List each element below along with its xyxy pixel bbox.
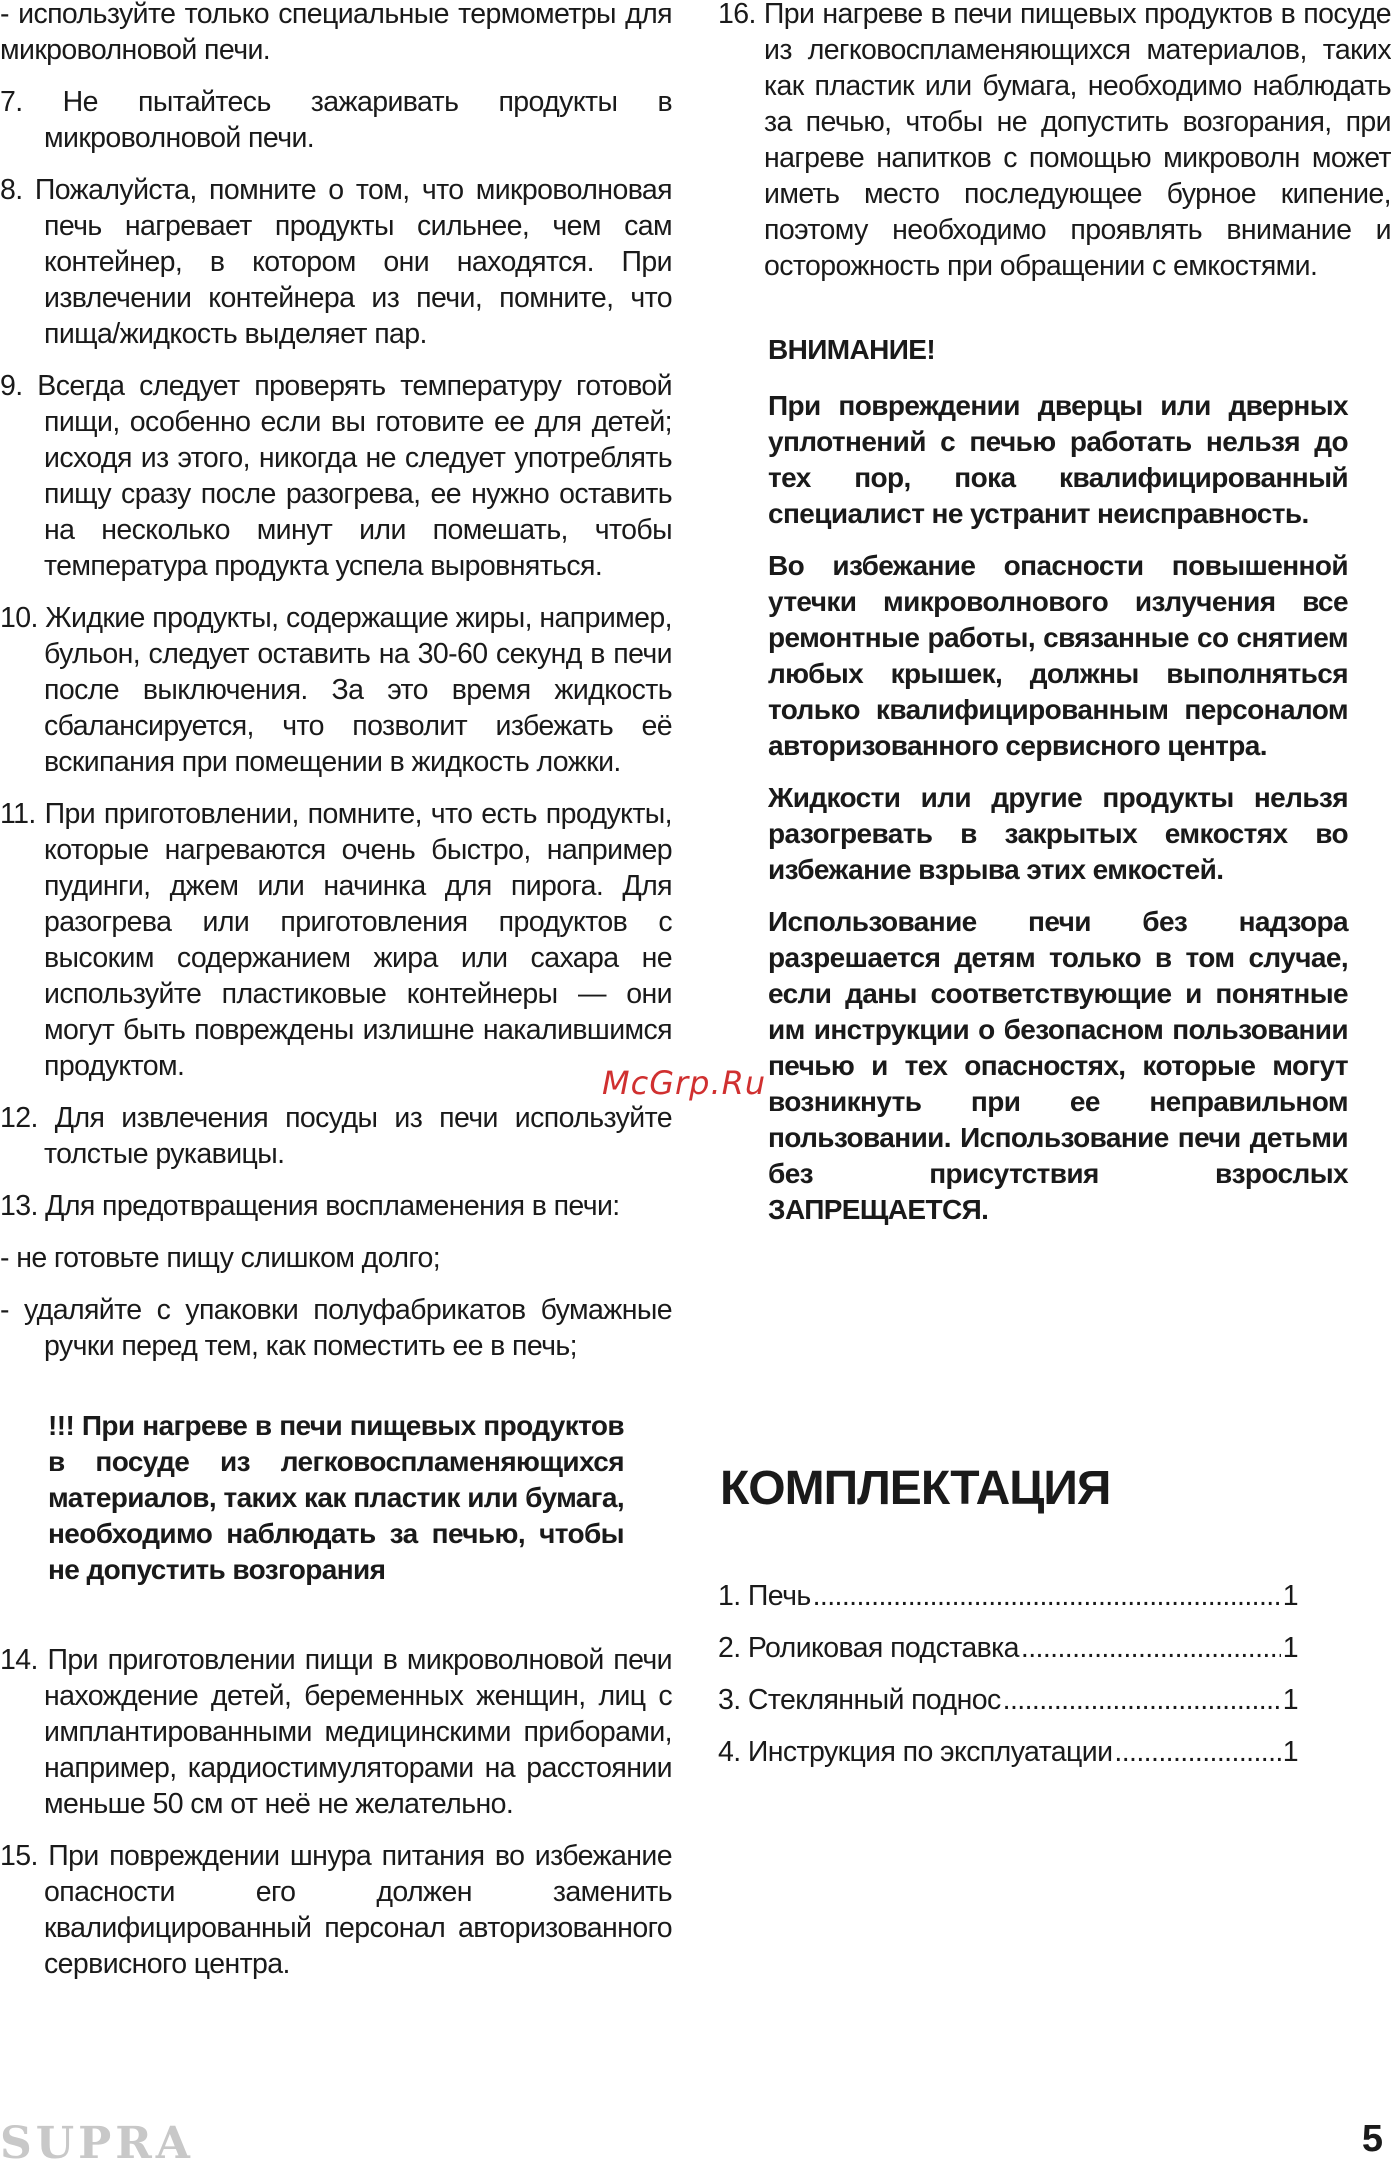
package-row: [718, 1578, 1298, 1614]
package-row-qty: 1: [1282, 1632, 1298, 1664]
list-item-14: 14. При приготовлении пищи в микроволновой печи нахождение детей, беременных женщин, лиц с имплантированными медицинскими приборами, например, кардиостимуляторами на расстоянии меньше 50 см от неё не желательно.: [0, 1644, 672, 1820]
page-number: 5: [1361, 2118, 1383, 2160]
leader-dots: [813, 1578, 1281, 1614]
package-row-qty: 1: [1282, 1580, 1298, 1612]
watermark: McGrp.Ru: [602, 1064, 767, 1102]
leader-dots: [1114, 1734, 1280, 1770]
list-item-8: 8. Пожалуйста, помните о том, что микроволновая печь нагревает продукты сильнее, чем сам контейнер, в котором они находятся. При извлечении контейнера из печи, помните, что пища/жидкость выделяет пар.: [0, 174, 672, 350]
attention-block: [768, 332, 1348, 1228]
package-row: [718, 1630, 1298, 1666]
warning-box: [48, 1408, 624, 1588]
list-item-7: 7. Не пытайтесь зажаривать продукты в микроволновой печи.: [0, 86, 672, 154]
package-row-label: 3. Стеклянный поднос: [718, 1684, 1001, 1716]
list-item-15: 15. При повреждении шнура питания во избежание опасности его должен заменить квалифицированный персонал авторизованного сервисного центра.: [0, 1840, 672, 1980]
leader-dots: [1021, 1630, 1281, 1666]
package-contents: [718, 1460, 1298, 1786]
warning-text: !!! При нагреве в печи пищевых продуктов в посуде из легковоспламеняющихся материалов, таких как пластик или бумага, необходимо наблюдать за печью, чтобы не допустить возгорания: [48, 1410, 624, 1585]
package-row: [718, 1682, 1298, 1718]
list-item-9: 9. Всегда следует проверять температуру готовой пищи, особенно если вы готовите ее для детей; исходя из этого, никогда не следует употреблять пищу сразу после разогрева, ее нужно оставить на несколько минут или помешать, чтобы температура продукта успела выровняться.: [0, 370, 672, 582]
brand-logo: SUPRA: [0, 2118, 194, 2169]
package-row-qty: 1: [1282, 1736, 1298, 1768]
leader-dots: [1003, 1682, 1281, 1718]
package-row: [718, 1734, 1298, 1770]
package-row-label: 1. Печь: [718, 1580, 811, 1612]
dash-item: - удаляйте с упаковки полуфабрикатов бумажные ручки перед тем, как поместить ее в печь;: [0, 1294, 672, 1362]
attention-paragraph: Жидкости или другие продукты нельзя разогревать в закрытых емкостях во избежание взрыва этих емкостей.: [768, 782, 1348, 885]
list-item-10: 10. Жидкие продукты, содержащие жиры, например, бульон, следует оставить на 30-60 секунд в печи после выключения. За это время жидкость сбалансируется, что позволит избежать её вскипания при помещении в жидкость ложки.: [0, 602, 672, 778]
list-item-12: 12. Для извлечения посуды из печи используйте толстые рукавицы.: [0, 1102, 672, 1170]
package-row-qty: 1: [1282, 1684, 1298, 1716]
list-item-11: 11. При приготовлении, помните, что есть продукты, которые нагреваются очень быстро, например пудинги, джем или начинка для пирога. Для разогрева или приготовления продуктов с высоким содержанием жира или сахара не используйте пластиковые контейнеры — они могут быть повреждены излишне накалившимся продуктом.: [0, 798, 672, 1082]
attention-paragraph: При повреждении дверцы или дверных уплотнений с печью работать нельзя до тех пор, пока квалифицированный специалист не устранит неисправность.: [768, 390, 1348, 529]
list-item-16: 16. При нагреве в печи пищевых продуктов в посуде из легковоспламеняющихся материалов, таких как пластик или бумага, необходимо наблюдать за печью, чтобы не допустить возгорания, при нагреве напитков с помощью микроволн может иметь место последующее бурное кипение, поэтому необходимо проявлять внимание и осторожность при обращении с емкостями.: [718, 0, 1391, 282]
package-row-label: 2. Роликовая подставка: [718, 1632, 1019, 1664]
attention-paragraph: Использование печи без надзора разрешается детям только в том случае, если даны соответствующие и понятные им инструкции о безопасном пользовании печью и тех опасностях, которые могут возникнуть при ее неправильном пользовании. Использование печи детьми без присутствия взрослых ЗАПРЕЩАЕТСЯ.: [768, 906, 1348, 1225]
right-column: [718, 0, 1391, 1244]
attention-title: ВНИМАНИЕ!: [768, 334, 936, 365]
package-contents-title: КОМПЛЕКТАЦИЯ: [720, 1462, 1111, 1515]
dash-item: - не готовьте пищу слишком долго;: [0, 1242, 441, 1274]
attention-paragraph: Во избежание опасности повышенной утечки микроволнового излучения все ремонтные работы, связанные со снятием любых крышек, должны выполняться только квалифицированным персоналом авторизованного сервисного центра.: [768, 550, 1348, 761]
top-line: - используйте только специальные термометры для микроволновой печи.: [0, 0, 672, 66]
list-item-13: 13. Для предотвращения воспламенения в печи:: [0, 1190, 620, 1222]
left-column: [0, 0, 672, 1998]
package-row-label: 4. Инструкция по эксплуатации: [718, 1736, 1113, 1768]
